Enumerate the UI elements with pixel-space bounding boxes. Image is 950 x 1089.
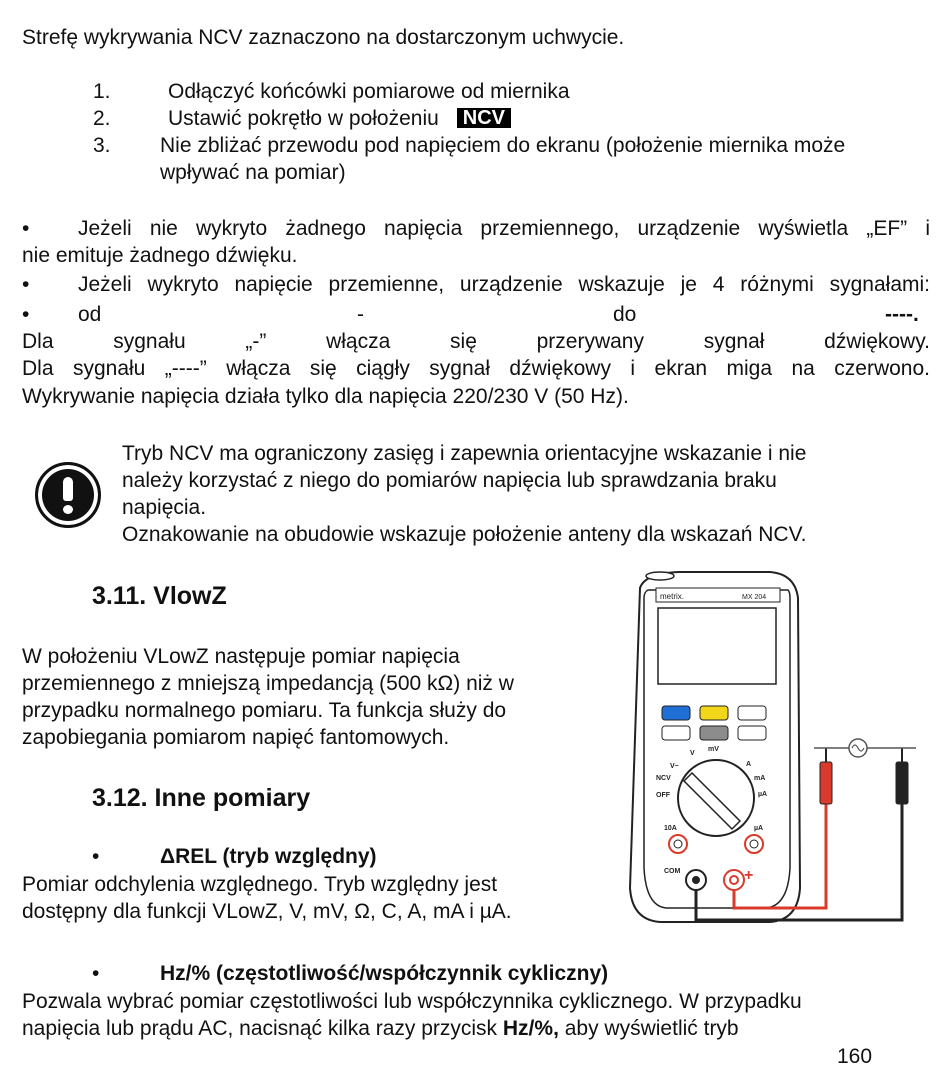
dial-label: A (746, 761, 752, 768)
step-3-number: 3. (93, 134, 111, 157)
multimeter-illustration (620, 568, 920, 930)
bullet-3-end: ----. (885, 303, 919, 326)
bullet-marker: • (22, 303, 30, 326)
hz-key: Hz/%, (502, 1017, 559, 1040)
plus-label: + (744, 867, 754, 884)
step-2-text: Ustawić pokrętło w położeniu (168, 107, 439, 130)
bullet-1-line2: nie emituje żadnego dźwięku. (22, 244, 298, 267)
dial-label: µA (758, 791, 768, 798)
rel-line-1: Pomiar odchylenia względnego. Tryb względny jest (22, 873, 498, 896)
bullet-3-do: do (613, 303, 637, 326)
dial-label: µA (754, 825, 764, 832)
signal-line-3: Wykrywanie napięcia działa tylko dla napięcia 220/230 V (50 Hz). (22, 385, 629, 408)
bullet-2-text: Jeżeli wykryto napięcie przemienne, urządzenie wskazuje je 4 różnymi sygnałami: (78, 273, 930, 296)
step-3-text-line1: Nie zbliżać przewodu pod napięciem do ekranu (położenie miernika może (160, 134, 846, 157)
rel-title: ΔREL (tryb względny) (160, 845, 377, 868)
bullet-marker: • (92, 962, 100, 985)
meter-display (658, 608, 776, 684)
bullet-marker: • (22, 273, 30, 296)
step-2-line (168, 105, 511, 132)
signal-line-1: Dla sygnału „-” włącza się przerywany sygnał dźwiękowy. (22, 330, 930, 353)
warning-line-2: należy korzystać z niego do pomiarów napięcia lub sprawdzania braku (122, 469, 777, 492)
page-number: 160 (837, 1045, 873, 1068)
intro-text: Strefę wykrywania NCV zaznaczono na dostarczonym uchwycie. (22, 26, 625, 49)
bullet-marker: • (22, 217, 30, 240)
dial-label: mA (754, 775, 766, 782)
warning-line-1: Tryb NCV ma ograniczony zasięg i zapewnia orientacyjne wskazanie i nie (122, 442, 807, 465)
step-1-number: 1. (93, 80, 111, 103)
hz-title: Hz/% (częstotliwość/współczynnik cykliczny) (160, 962, 609, 985)
section-311-line: przypadku normalnego pomiaru. Ta funkcja służy do (22, 699, 507, 722)
meter-model: MX 204 (742, 594, 767, 601)
hz-line-1: Pozwala wybrać pomiar częstotliwości lub współczynnika cyklicznego. W przypadku (22, 990, 802, 1013)
dial-label: V~ (670, 763, 679, 770)
meter-button-yellow (700, 706, 728, 720)
warning-line-3: napięcia. (122, 496, 207, 519)
meter-button (662, 726, 690, 740)
bullet-3-dash: - (357, 303, 364, 326)
section-311-line: przemiennego z mniejszą impedancją (500 kΩ) niż w (22, 672, 514, 695)
bullet-marker: • (92, 845, 100, 868)
hz-line-2 (22, 1015, 739, 1042)
meter-button-blue (662, 706, 690, 720)
ncv-badge: NCV (457, 108, 511, 128)
bullet-1-line1: Jeżeli nie wykryto żadnego napięcia przemiennego, urządzenie wyświetla „EF” i (78, 217, 930, 240)
dial-label: mV (708, 746, 719, 753)
red-probe (820, 762, 832, 804)
section-311-line: W położeniu VLowZ następuje pomiar napięcia (22, 645, 460, 668)
meter-button-gray (700, 726, 728, 740)
section-312-title: 3.12. Inne pomiary (92, 784, 311, 812)
section-311-title: 3.11. VlowZ (92, 582, 227, 610)
dial-label: COM (664, 868, 681, 875)
step-1-text: Odłączyć końcówki pomiarowe od miernika (168, 80, 570, 103)
meter-button (738, 706, 766, 720)
hz-line-2-post: aby wyświetlić tryb (558, 1017, 739, 1040)
signal-line-2: Dla sygnału „----” włącza się ciągły sygnał dźwiękowy i ekran miga na czerwono. (22, 357, 930, 380)
section-311-line: zapobiegania pomiarom napięć fantomowych. (22, 726, 450, 749)
meter-brand: metrix. (660, 592, 684, 601)
black-probe (896, 762, 908, 804)
step-3-text-line2: wpływać na pomiar) (160, 161, 346, 184)
warning-icon (35, 462, 101, 528)
step-2-number: 2. (93, 107, 111, 130)
dial-label: V (690, 750, 695, 757)
hz-line-2-pre: napięcia lub prądu AC, nacisnąć kilka razy przycisk (22, 1017, 503, 1040)
warning-line-4: Oznakowanie na obudowie wskazuje położenie anteny dla wskazań NCV. (122, 523, 807, 546)
dial-label: 10A (664, 825, 677, 832)
rel-line-2: dostępny dla funkcji VLowZ, V, mV, Ω, C, A, mA i µA. (22, 900, 512, 923)
bullet-3-od: od (78, 303, 102, 326)
dial-label: NCV (656, 775, 671, 782)
dial-label: OFF (656, 792, 670, 799)
meter-button (738, 726, 766, 740)
